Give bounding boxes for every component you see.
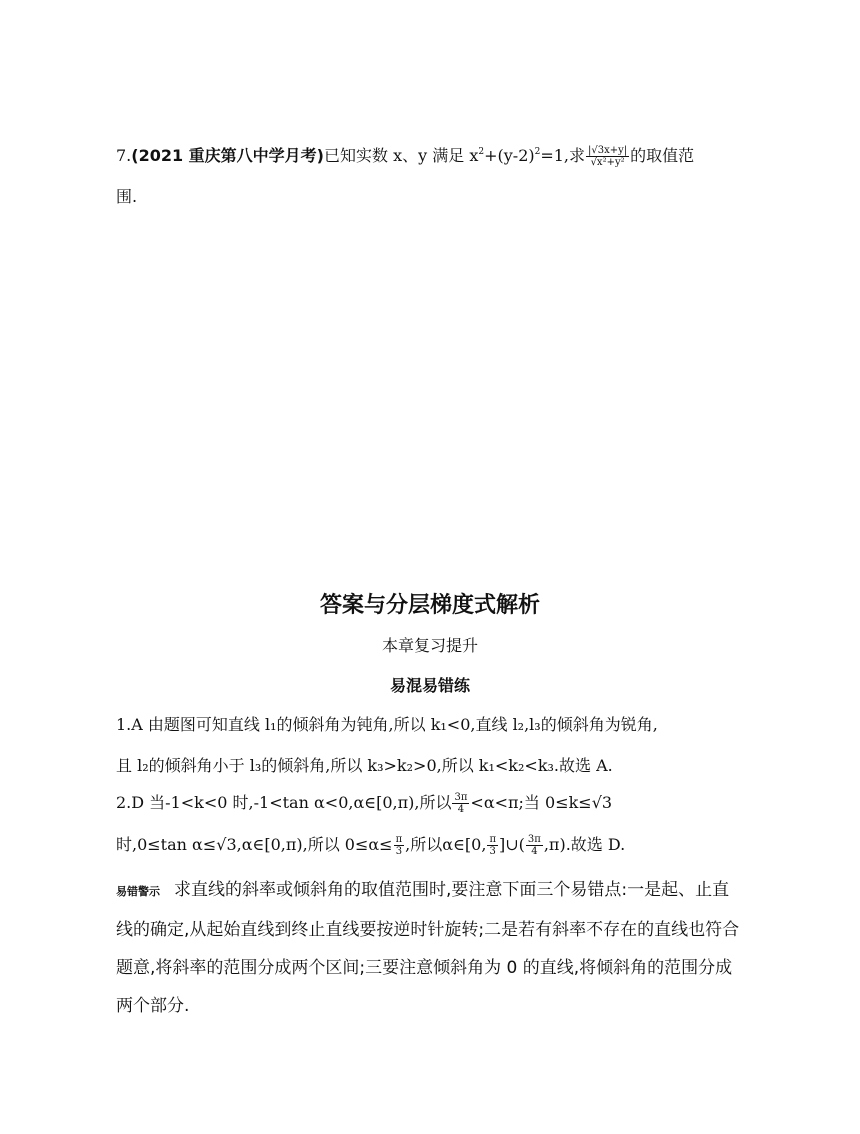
fraction-numerator: |√3x+y| [588,145,628,156]
fraction [452,792,469,815]
answer-1-line-1: 1.A 由题图可知直线 l₁的倾斜角为钝角,所以 k₁<0,直线 l₂,l₃的倾斜角为锐角, [116,715,658,734]
question-text-a: 已知实数 x、y 满足 x [324,146,479,165]
chapter-subtitle: 本章复习提升 [381,636,478,655]
fraction-denominator: 4 [531,846,538,857]
union-symbol: ]∪( [499,835,525,854]
warning-text: 求直线的斜率或倾斜角的取值范围时,要注意下面三个易错点:一是起、止直线的确定,从起始直线到终止直线要按逆时针旋转;二是若有斜率不存在的直线也符合题意,将斜率的范围分成两个区间;三要注意倾斜角为 0 的直线,将倾斜角的范围分成两个部分. [116,880,740,1016]
fraction [586,145,629,168]
interval-open: [0, [464,835,487,854]
answer-2-line-2 [116,832,625,857]
answer-2-text: ,所以α∈ [405,835,465,854]
fraction-numerator: π [489,834,497,845]
answer-2-text: 时,0≤tan α≤√3,α∈[0,π),所以 0≤α≤ [116,835,393,854]
answer-2-text: ,π).故选 D. [543,835,626,854]
question-number: 7. [116,146,132,165]
answers-title: 答案与分层梯度式解析 [319,593,540,618]
question-text-e: 围. [116,187,138,206]
fraction-numerator: π [395,834,403,845]
fraction [394,834,405,857]
section-heading: 易混易错练 [389,676,470,695]
fraction-denominator: 3 [395,846,403,857]
question-text-c: =1,求 [540,146,586,165]
fraction-denominator: 4 [457,804,465,815]
fraction-numerator: 3π [527,834,541,845]
answer-2-text: 2.D 当-1<k<0 时,-1<tan α<0,α∈[0,π),所以 [116,793,452,812]
question-text-b: +(y-2) [484,146,535,165]
warning-tag: 易错警示 [116,885,160,898]
question-source: (2021 重庆第八中学月考) [131,146,324,165]
answer-2-line-1 [116,790,612,815]
question-text-d: 的取值范 [630,146,695,165]
exponent: 2 [478,147,485,157]
fraction-numerator: 3π [454,792,468,803]
exponent: 2 [534,147,541,157]
question-7-line-1 [116,143,694,168]
fraction [526,834,543,857]
question-7-line-2 [116,184,137,207]
fraction [487,834,498,857]
answer-2-text: <α<π;当 0≤k≤√3 [470,793,613,812]
fraction-denominator: 3 [489,846,496,857]
answer-1-line-2: 且 l₂的倾斜角小于 l₃的倾斜角,所以 k₃>k₂>0,所以 k₁<k₂<k₃.故选 A. [116,756,613,775]
fraction-denominator: √x²+y² [590,157,625,168]
warning-note [116,871,746,1025]
